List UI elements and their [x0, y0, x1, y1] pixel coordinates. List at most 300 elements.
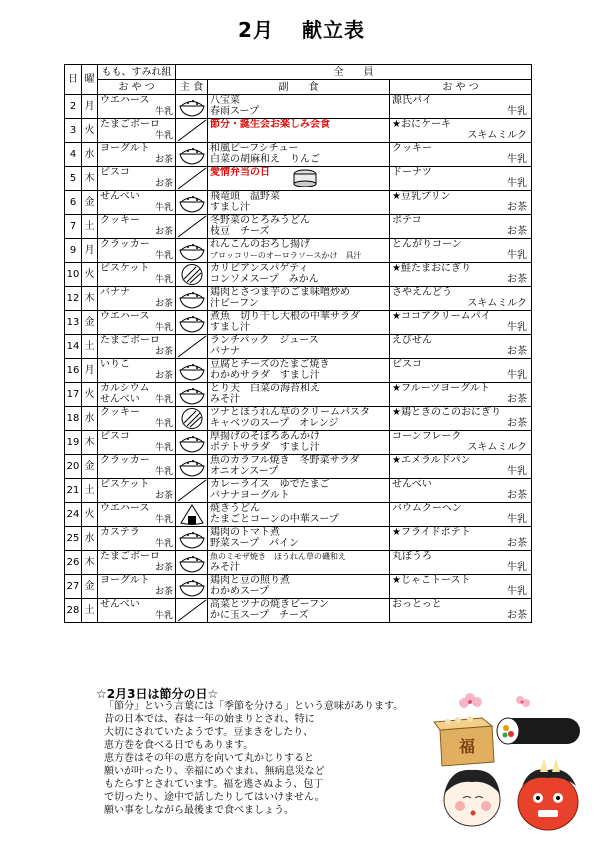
side-dish-line1: 高菜とツナの焼きビーフン	[210, 599, 329, 610]
rice-bowl-icon	[176, 527, 208, 550]
no-staple-slash	[176, 167, 208, 190]
no-staple-slash	[176, 479, 208, 502]
snack2-name: ★フルーツヨーグルト	[392, 383, 490, 394]
menu-row	[65, 191, 532, 215]
title-label: 献立表	[301, 18, 365, 42]
snack1-cell	[98, 215, 176, 239]
snack2-name: コーンフレーク	[392, 431, 462, 442]
side-dish-line2: バナナ	[210, 346, 240, 357]
note-line: もたらすとされています。福を逃さぬよう、包丁	[104, 779, 324, 790]
snack2-drink: お茶	[507, 202, 528, 213]
snack2-name: さやえんどう	[392, 287, 452, 298]
menu-row	[65, 431, 532, 455]
no-staple-slash	[176, 119, 208, 142]
menu-table	[64, 64, 532, 623]
snack2-name: えびせん	[392, 335, 432, 346]
weekday-cell: 金	[82, 311, 98, 335]
side-dish-line2: キャベツのスープ オレンジ	[210, 418, 339, 429]
side-dish-line2: わかめスープ	[210, 586, 269, 597]
side-dish-cell	[208, 503, 390, 527]
rice-bowl-icon	[176, 359, 208, 382]
header-side: 副 食	[208, 80, 390, 95]
side-dish-line1: 八宝菜	[210, 95, 240, 106]
snack2-name: ★おにケーキ	[392, 119, 451, 130]
side-dish-cell	[208, 431, 390, 455]
snack2-cell	[390, 119, 532, 143]
staple-cell	[176, 263, 208, 287]
snack2-drink: お茶	[507, 490, 528, 501]
snack1-drink: 牛乳	[154, 419, 173, 429]
weekday-cell: 金	[82, 191, 98, 215]
day-cell: 3	[65, 119, 82, 143]
snack1-name: ビスケット	[100, 263, 150, 274]
snack2-cell	[390, 407, 532, 431]
side-dish-line2: オニオンスープ	[210, 466, 279, 477]
snack1-drink: お茶	[154, 491, 173, 501]
snack2-name: 源氏パイ	[392, 95, 432, 106]
day-cell: 16	[65, 359, 82, 383]
staple-cell	[176, 215, 208, 239]
side-dish-line1: 厚揚げのそぼろあんかけ	[210, 431, 320, 442]
side-dish-line2: みそ汁	[210, 394, 240, 405]
day-cell: 5	[65, 167, 82, 191]
side-dish-cell	[208, 479, 390, 503]
staple-cell	[176, 191, 208, 215]
snack1-name: せんべい	[100, 599, 140, 610]
side-dish-line1: 豆腐とチーズのたまご焼き	[210, 359, 330, 370]
menu-row	[65, 335, 532, 359]
header-snack2: お や つ	[390, 80, 532, 95]
side-dish-line1: カリビアンスパゲティ	[210, 263, 309, 274]
side-dish-line1: 愛情弁当の日	[210, 167, 270, 178]
rice-bowl-icon	[176, 287, 208, 310]
masu-label: 福	[458, 737, 476, 756]
snack1-drink: 牛乳	[154, 443, 173, 453]
bread-icon	[176, 407, 208, 430]
snack1-name: クッキー	[100, 407, 140, 418]
day-cell: 21	[65, 479, 82, 503]
side-dish-line1: 和風ビーフシチュー	[210, 143, 299, 154]
snack2-drink: お茶	[507, 418, 528, 429]
snack2-cell	[390, 287, 532, 311]
note-line: 昔の日本では、春は一年の始まりとされ、特に	[104, 714, 315, 725]
rice-bowl-icon	[176, 575, 208, 598]
snack1-drink: 牛乳	[154, 395, 173, 405]
snack2-cell	[390, 431, 532, 455]
side-dish-cell	[208, 383, 390, 407]
side-dish-line2: 枝豆 チーズ	[210, 226, 270, 237]
snack2-name: バウムクーヘン	[392, 503, 462, 514]
note-body	[104, 700, 403, 817]
day-cell: 24	[65, 503, 82, 527]
side-dish-line2: かに玉スープ チーズ	[210, 610, 309, 621]
side-dish-line1: 煮魚 切り干し大根の中華サラダ	[210, 311, 360, 322]
side-dish-cell	[208, 239, 390, 263]
menu-row	[65, 95, 532, 119]
side-dish-cell	[208, 215, 390, 239]
snack2-name: クッキー	[392, 143, 432, 154]
menu-row	[65, 215, 532, 239]
snack1-cell	[98, 551, 176, 575]
staple-cell	[176, 551, 208, 575]
note-line: 「節分」という言葉には「季節を分ける」という意味があります。	[104, 701, 404, 712]
snack1-name: たまごボーロ	[100, 335, 160, 346]
day-cell: 27	[65, 575, 82, 599]
no-staple-slash	[176, 335, 208, 358]
snack2-drink: スキムミルク	[467, 298, 528, 309]
weekday-cell: 木	[82, 287, 98, 311]
staple-cell	[176, 455, 208, 479]
note-line: 願いが叶ったり、幸福にめぐまれ、無病息災など	[104, 766, 325, 777]
side-dish-cell	[208, 575, 390, 599]
snack1-cell	[98, 263, 176, 287]
snack2-cell	[390, 383, 532, 407]
snack2-drink: 牛乳	[507, 250, 528, 261]
snack1-cell	[98, 599, 176, 623]
snack1-drink: お茶	[154, 227, 173, 237]
weekday-cell: 土	[82, 599, 98, 623]
snack2-drink: 牛乳	[507, 466, 528, 477]
side-dish-line2: すまし汁	[210, 202, 250, 213]
snack2-cell	[390, 503, 532, 527]
bread-icon	[176, 263, 208, 286]
side-dish-line1: 魚のミモザ焼き ほうれん草の磯和え	[210, 552, 346, 561]
snack1-drink: 牛乳	[154, 515, 173, 525]
staple-cell	[176, 335, 208, 359]
snack2-cell	[390, 215, 532, 239]
side-dish-cell	[208, 191, 390, 215]
staple-cell	[176, 359, 208, 383]
weekday-cell: 水	[82, 143, 98, 167]
staple-cell	[176, 239, 208, 263]
snack1-cell	[98, 167, 176, 191]
day-cell: 13	[65, 311, 82, 335]
snack1-name: ビスコ	[100, 431, 130, 442]
menu-row	[65, 455, 532, 479]
day-cell: 10	[65, 263, 82, 287]
menu-row	[65, 383, 532, 407]
snack1-drink: お茶	[154, 299, 173, 309]
snack2-name: ドーナツ	[392, 167, 432, 178]
day-cell: 4	[65, 143, 82, 167]
header-group1: もも、すみれ組	[98, 65, 176, 80]
snack1-cell	[98, 287, 176, 311]
page-title	[0, 14, 603, 43]
snack1-drink: お茶	[154, 563, 173, 573]
rice-bowl-icon	[176, 239, 208, 262]
weekday-cell: 金	[82, 455, 98, 479]
weekday-cell: 月	[82, 239, 98, 263]
snack2-cell	[390, 527, 532, 551]
side-dish-line2: たまごとコーンの中華スープ	[210, 514, 339, 525]
snack2-cell	[390, 239, 532, 263]
weekday-cell: 木	[82, 551, 98, 575]
snack1-drink: 牛乳	[154, 251, 173, 261]
snack1-name: たまごボーロ	[100, 119, 160, 130]
menu-row	[65, 311, 532, 335]
menu-row	[65, 287, 532, 311]
staple-cell	[176, 383, 208, 407]
snack2-name: ★鶏ときのこのおにぎり	[392, 407, 501, 418]
rice-bowl-icon	[176, 95, 208, 118]
snack1-name: たまごボーロ	[100, 551, 160, 562]
rice-bowl-icon	[176, 191, 208, 214]
snack2-drink: お茶	[507, 226, 528, 237]
snack2-cell	[390, 455, 532, 479]
snack2-drink: お茶	[507, 538, 528, 549]
menu-row	[65, 143, 532, 167]
ehomaki-icon	[497, 718, 580, 744]
side-dish-line2: すまし汁	[210, 322, 250, 333]
menu-row	[65, 359, 532, 383]
side-dish-line1: れんこんのおろし揚げ	[210, 239, 310, 250]
snack1-name: クッキー	[100, 215, 140, 226]
snack2-drink: スキムミルク	[467, 130, 528, 141]
side-dish-cell	[208, 263, 390, 287]
snack1-drink: お茶	[154, 155, 173, 165]
weekday-cell: 月	[82, 359, 98, 383]
staple-cell	[176, 167, 208, 191]
note-line: 願い事をしながら最後まで食べましょう。	[104, 805, 294, 816]
side-dish-cell	[208, 335, 390, 359]
snack2-drink: 牛乳	[507, 178, 528, 189]
snack1-name: ヨーグルト	[100, 143, 150, 154]
day-cell: 2	[65, 95, 82, 119]
menu-row	[65, 527, 532, 551]
snack2-cell	[390, 143, 532, 167]
side-dish-line2: ポテトサラダ すまし汁	[210, 442, 320, 453]
day-cell: 7	[65, 215, 82, 239]
snack1-drink: 牛乳	[154, 203, 173, 213]
snack2-cell	[390, 479, 532, 503]
side-dish-line1: 魚のカラフル焼き 冬野菜サラダ	[210, 455, 360, 466]
day-cell: 25	[65, 527, 82, 551]
snack1-cell	[98, 431, 176, 455]
weekday-cell: 水	[82, 527, 98, 551]
snack1-name: ビスコ	[100, 167, 130, 178]
side-dish-cell	[208, 119, 390, 143]
snack1-name: せんべい	[100, 191, 140, 202]
snack2-name: ビスコ	[392, 359, 422, 370]
snack2-drink: 牛乳	[507, 514, 528, 525]
snack2-drink: お茶	[507, 610, 528, 621]
staple-cell	[176, 527, 208, 551]
day-cell: 20	[65, 455, 82, 479]
weekday-cell: 火	[82, 119, 98, 143]
weekday-cell: 火	[82, 503, 98, 527]
rice-bowl-icon	[176, 551, 208, 574]
snack2-cell	[390, 95, 532, 119]
day-cell: 18	[65, 407, 82, 431]
snack1-cell	[98, 407, 176, 431]
staple-cell	[176, 479, 208, 503]
snack1-cell	[98, 383, 176, 407]
day-cell: 26	[65, 551, 82, 575]
snack1-drink: 牛乳	[154, 107, 173, 117]
weekday-cell: 木	[82, 431, 98, 455]
header-snack1: お や つ	[98, 80, 176, 95]
snack2-cell	[390, 359, 532, 383]
weekday-cell: 火	[82, 383, 98, 407]
plum-blossom-icon	[459, 693, 530, 708]
side-dish-line2: コンソメスープ みかん	[210, 274, 319, 285]
otafuku-icon	[444, 770, 500, 826]
snack1-drink: お茶	[154, 347, 173, 357]
side-dish-line2: バナナヨーグルト	[210, 490, 290, 501]
snack2-name: ★エメラルドパン	[392, 455, 471, 466]
rice-bowl-icon	[176, 383, 208, 406]
side-dish-line1: とり天 白菜の海苔和え	[210, 383, 320, 394]
side-dish-line1: 鶏肉とさつま芋のごま味噌炒め	[210, 287, 350, 298]
onigiri-icon	[176, 503, 208, 526]
snack1-cell	[98, 311, 176, 335]
snack2-drink: お茶	[507, 346, 528, 357]
header-day: 日	[65, 65, 82, 95]
snack1-name: ビスケット	[100, 479, 150, 490]
menu-row	[65, 599, 532, 623]
snack2-name: ★ココアクリームパイ	[392, 311, 491, 322]
snack1-cell	[98, 239, 176, 263]
header-dow: 曜	[82, 65, 98, 95]
staple-cell	[176, 575, 208, 599]
snack1-name: クラッカー	[100, 455, 150, 466]
rice-bowl-icon	[176, 311, 208, 334]
menu-row	[65, 551, 532, 575]
snack2-drink: 牛乳	[507, 154, 528, 165]
snack2-name: ★じゃこトースト	[392, 575, 471, 586]
oni-icon	[518, 758, 578, 830]
snack1-cell	[98, 335, 176, 359]
staple-cell	[176, 143, 208, 167]
note-line: 恵方巻を食べる日でもあります。	[104, 740, 254, 751]
rice-bowl-icon	[176, 455, 208, 478]
snack1-cell	[98, 359, 176, 383]
day-cell: 12	[65, 287, 82, 311]
snack1-name: ウエハース	[100, 95, 150, 106]
snack2-drink: 牛乳	[507, 586, 528, 597]
snack2-cell	[390, 167, 532, 191]
side-dish-line2: 野菜スープ パイン	[210, 538, 299, 549]
side-dish-line2: 春雨スープ	[210, 106, 259, 117]
day-cell: 9	[65, 239, 82, 263]
snack2-cell	[390, 311, 532, 335]
title-month: 2月	[238, 18, 274, 42]
snack1-cell	[98, 527, 176, 551]
side-dish-line2: ブロッコリーのオーロラソースかけ 具汁	[210, 251, 362, 260]
side-dish-line2: みそ汁	[210, 562, 240, 573]
snack2-name: ポテコ	[392, 215, 422, 226]
snack2-cell	[390, 551, 532, 575]
side-dish-cell	[208, 359, 390, 383]
snack1-cell	[98, 503, 176, 527]
bento-box-icon	[292, 169, 318, 187]
menu-row	[65, 575, 532, 599]
snack2-name: ★フライドポテト	[392, 527, 471, 538]
header-group2: 全 員	[176, 65, 532, 80]
side-dish-line2: 白菜の胡麻和え りんご	[210, 154, 320, 165]
snack1-drink: 牛乳	[154, 323, 173, 333]
snack1-name: ヨーグルト	[100, 575, 150, 586]
snack1-drink: 牛乳	[154, 275, 173, 285]
day-cell: 14	[65, 335, 82, 359]
weekday-cell: 火	[82, 263, 98, 287]
side-dish-line1: 節分・誕生会お楽しみ会食	[210, 119, 330, 130]
side-dish-line1: カレーライス ゆでたまご	[210, 479, 330, 490]
snack2-name: とんがりコーン	[392, 239, 462, 250]
snack1-cell	[98, 95, 176, 119]
snack2-cell	[390, 263, 532, 287]
snack2-name: ★豆乳プリン	[392, 191, 451, 202]
setsubun-illustration	[430, 690, 595, 840]
snack1-name: クラッカー	[100, 239, 150, 250]
weekday-cell: 土	[82, 479, 98, 503]
header-staple: 主 食	[176, 80, 208, 95]
note-title: ☆2月3日は節分の日☆	[96, 687, 219, 701]
day-cell: 19	[65, 431, 82, 455]
snack2-drink: お茶	[507, 274, 528, 285]
weekday-cell: 金	[82, 575, 98, 599]
staple-cell	[176, 287, 208, 311]
rice-bowl-icon	[176, 431, 208, 454]
snack2-cell	[390, 575, 532, 599]
side-dish-cell	[208, 143, 390, 167]
side-dish-cell	[208, 551, 390, 575]
staple-cell	[176, 599, 208, 623]
snack2-cell	[390, 335, 532, 359]
weekday-cell: 木	[82, 167, 98, 191]
snack1-drink: お茶	[154, 371, 173, 381]
note-line: 大切にされていたようです。豆まきをしたり、	[104, 727, 314, 738]
side-dish-cell	[208, 95, 390, 119]
snack1-cell	[98, 119, 176, 143]
snack1-cell	[98, 143, 176, 167]
weekday-cell: 水	[82, 407, 98, 431]
menu-row	[65, 119, 532, 143]
staple-cell	[176, 95, 208, 119]
side-dish-line2: わかめサラダ すまし汁	[210, 370, 320, 381]
day-cell: 28	[65, 599, 82, 623]
weekday-cell: 月	[82, 95, 98, 119]
side-dish-cell	[208, 599, 390, 623]
snack2-drink: お茶	[507, 394, 528, 405]
snack1-cell	[98, 575, 176, 599]
menu-row	[65, 263, 532, 287]
side-dish-cell	[208, 455, 390, 479]
snack1-drink: お茶	[154, 587, 173, 597]
snack1-cell	[98, 479, 176, 503]
snack1-drink: お茶	[154, 179, 173, 189]
snack1-cell	[98, 455, 176, 479]
side-dish-line1: 鶏肉のトマト煮	[210, 527, 280, 538]
side-dish-cell	[208, 527, 390, 551]
snack1-cell	[98, 191, 176, 215]
menu-row	[65, 239, 532, 263]
staple-cell	[176, 431, 208, 455]
snack2-cell	[390, 191, 532, 215]
snack1-name-2: せんべい	[100, 394, 140, 405]
side-dish-cell	[208, 311, 390, 335]
day-cell: 6	[65, 191, 82, 215]
staple-cell	[176, 503, 208, 527]
snack2-drink: 牛乳	[507, 370, 528, 381]
snack2-cell	[390, 599, 532, 623]
side-dish-line1: 冬野菜のとろみうどん	[210, 215, 310, 226]
snack1-name: カルシウム	[100, 383, 150, 394]
day-cell: 17	[65, 383, 82, 407]
weekday-cell: 土	[82, 335, 98, 359]
menu-row	[65, 479, 532, 503]
side-dish-cell	[208, 287, 390, 311]
